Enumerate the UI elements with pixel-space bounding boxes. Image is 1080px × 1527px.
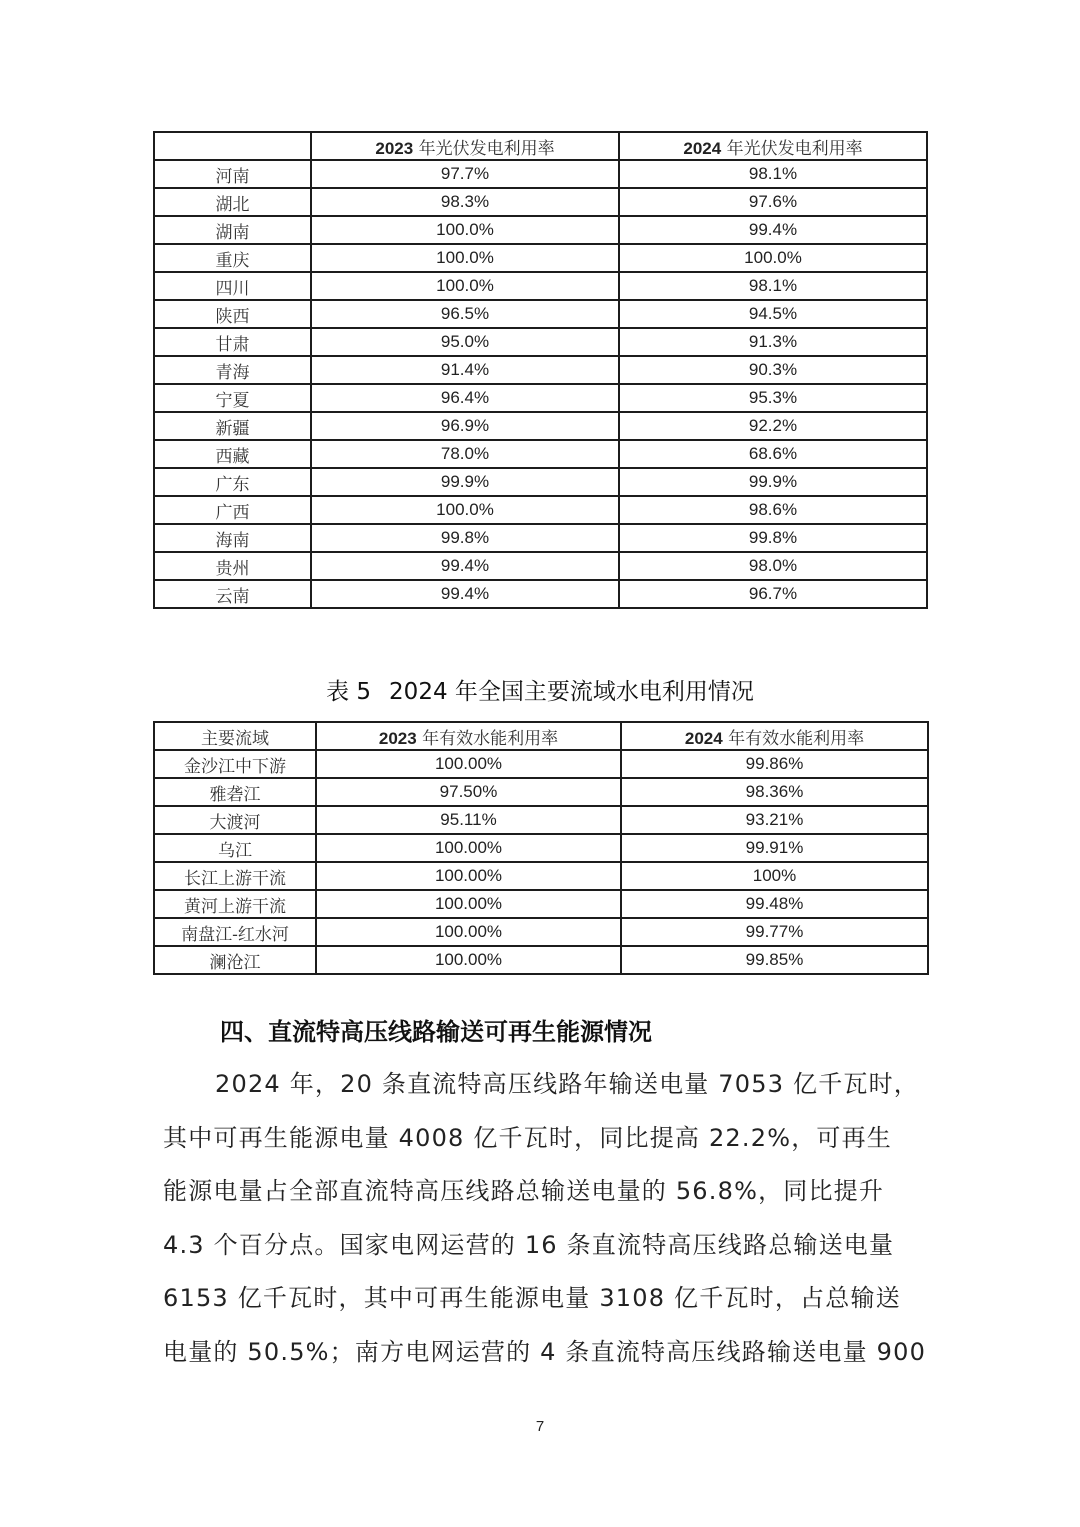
value-2023: 99.8% (311, 524, 619, 552)
value-2024: 99.8% (619, 524, 927, 552)
basin-name: 金沙江中下游 (154, 750, 316, 778)
region-name: 河南 (154, 160, 311, 188)
value-2024: 99.86% (621, 750, 928, 778)
table-5-number: 表 5 (326, 679, 372, 705)
value-2024: 91.3% (619, 328, 927, 356)
region-name: 广西 (154, 496, 311, 524)
table-row (154, 188, 927, 216)
table-row (154, 384, 927, 412)
basin-name: 南盘江-红水河 (154, 918, 316, 946)
value-2024: 99.4% (619, 216, 927, 244)
value-2024: 94.5% (619, 300, 927, 328)
region-name: 海南 (154, 524, 311, 552)
header-2023-pv: 2023 年光伏发电利用率 (311, 132, 619, 160)
value-2023: 100.00% (316, 750, 621, 778)
value-2023: 100.00% (316, 946, 621, 974)
value-2023: 100.00% (316, 890, 621, 918)
paragraph-line: 其中可再生能源电量 4008 亿千瓦时，同比提高 22.2%，可再生 (163, 1123, 893, 1152)
table-row (154, 272, 927, 300)
basin-name: 雅砻江 (154, 778, 316, 806)
table-row (154, 946, 928, 974)
region-name: 青海 (154, 356, 311, 384)
paragraph-line: 6153 亿千瓦时，其中可再生能源电量 3108 亿千瓦时，占总输送 (163, 1284, 901, 1312)
header-2023-hydro: 2023 年有效水能利用率 (316, 722, 621, 750)
value-2024: 97.6% (619, 188, 927, 216)
region-name: 广东 (154, 468, 311, 496)
value-2024: 98.36% (621, 778, 928, 806)
region-name: 湖南 (154, 216, 311, 244)
paragraph-line: 2024 年，20 条直流特高压线路年输送电量 7053 亿千瓦时， (215, 1070, 920, 1098)
header-basin: 主要流域 (154, 722, 316, 750)
value-2023: 99.4% (311, 580, 619, 608)
region-name: 重庆 (154, 244, 311, 272)
value-2024: 98.1% (619, 160, 927, 188)
value-2024: 92.2% (619, 412, 927, 440)
region-name: 宁夏 (154, 384, 311, 412)
table-row (154, 328, 927, 356)
value-2024: 96.7% (619, 580, 927, 608)
value-2023: 96.4% (311, 384, 619, 412)
region-name: 新疆 (154, 412, 311, 440)
value-2023: 99.4% (311, 552, 619, 580)
value-2023: 98.3% (311, 188, 619, 216)
value-2023: 100.00% (316, 918, 621, 946)
table-row (154, 834, 928, 862)
table-row (154, 244, 927, 272)
table-row (154, 580, 927, 608)
table-row (154, 160, 927, 188)
value-2023: 97.50% (316, 778, 621, 806)
table-row (154, 918, 928, 946)
value-2023: 100.0% (311, 216, 619, 244)
table-row (154, 468, 927, 496)
value-2024: 99.9% (619, 468, 927, 496)
table-5-caption (0, 673, 1080, 706)
value-2023: 100.0% (311, 244, 619, 272)
table-row (154, 862, 928, 890)
value-2023: 95.0% (311, 328, 619, 356)
value-2024: 68.6% (619, 440, 927, 468)
section-heading: 四、直流特高压线路输送可再生能源情况 (220, 1018, 652, 1046)
value-2024: 98.6% (619, 496, 927, 524)
paragraph-line: 能源电量占全部直流特高压线路总输送电量的 56.8%，同比提升 (163, 1177, 885, 1205)
value-2024: 98.0% (619, 552, 927, 580)
value-2024: 99.91% (621, 834, 928, 862)
value-2024: 98.1% (619, 272, 927, 300)
header-region (154, 132, 311, 160)
table-header-row (154, 132, 927, 160)
header-2024-pv: 2024 年光伏发电利用率 (619, 132, 927, 160)
table-header-row (154, 722, 928, 750)
basin-name: 乌江 (154, 834, 316, 862)
body-paragraph (163, 1058, 927, 1379)
value-2024: 90.3% (619, 356, 927, 384)
table-row (154, 750, 928, 778)
basin-name: 黄河上游干流 (154, 890, 316, 918)
table-row (154, 806, 928, 834)
table-row (154, 440, 927, 468)
region-name: 陕西 (154, 300, 311, 328)
value-2024: 99.85% (621, 946, 928, 974)
value-2023: 78.0% (311, 440, 619, 468)
value-2024: 100.0% (619, 244, 927, 272)
table-5-title: 2024 年全国主要流域水电利用情况 (389, 679, 754, 705)
table-row (154, 412, 927, 440)
region-name: 四川 (154, 272, 311, 300)
header-2024-hydro: 2024 年有效水能利用率 (621, 722, 928, 750)
value-2024: 99.48% (621, 890, 928, 918)
region-name: 西藏 (154, 440, 311, 468)
region-name: 甘肃 (154, 328, 311, 356)
basin-name: 大渡河 (154, 806, 316, 834)
value-2024: 95.3% (619, 384, 927, 412)
table-row (154, 524, 927, 552)
basin-name: 长江上游干流 (154, 862, 316, 890)
table-row (154, 890, 928, 918)
paragraph-line: 4.3 个百分点。国家电网运营的 16 条直流特高压线路总输送电量 (163, 1230, 895, 1259)
table-row (154, 356, 927, 384)
region-name: 贵州 (154, 552, 311, 580)
value-2023: 100.00% (316, 862, 621, 890)
page-number: 7 (535, 1418, 545, 1435)
value-2023: 100.0% (311, 272, 619, 300)
table-row (154, 300, 927, 328)
hydro-utilization-table (153, 721, 929, 975)
value-2024: 93.21% (621, 806, 928, 834)
value-2023: 95.11% (316, 806, 621, 834)
value-2023: 96.9% (311, 412, 619, 440)
value-2023: 99.9% (311, 468, 619, 496)
table-row (154, 216, 927, 244)
value-2023: 96.5% (311, 300, 619, 328)
value-2023: 97.7% (311, 160, 619, 188)
value-2023: 100.0% (311, 496, 619, 524)
pv-utilization-table (153, 131, 928, 609)
basin-name: 澜沧江 (154, 946, 316, 974)
table-row (154, 778, 928, 806)
value-2024: 100% (621, 862, 928, 890)
table-row (154, 496, 927, 524)
value-2023: 91.4% (311, 356, 619, 384)
table-row (154, 552, 927, 580)
value-2024: 99.77% (621, 918, 928, 946)
value-2023: 100.00% (316, 834, 621, 862)
region-name: 湖北 (154, 188, 311, 216)
paragraph-line: 电量的 50.5%；南方电网运营的 4 条直流特高压线路输送电量 900 (163, 1337, 927, 1366)
region-name: 云南 (154, 580, 311, 608)
